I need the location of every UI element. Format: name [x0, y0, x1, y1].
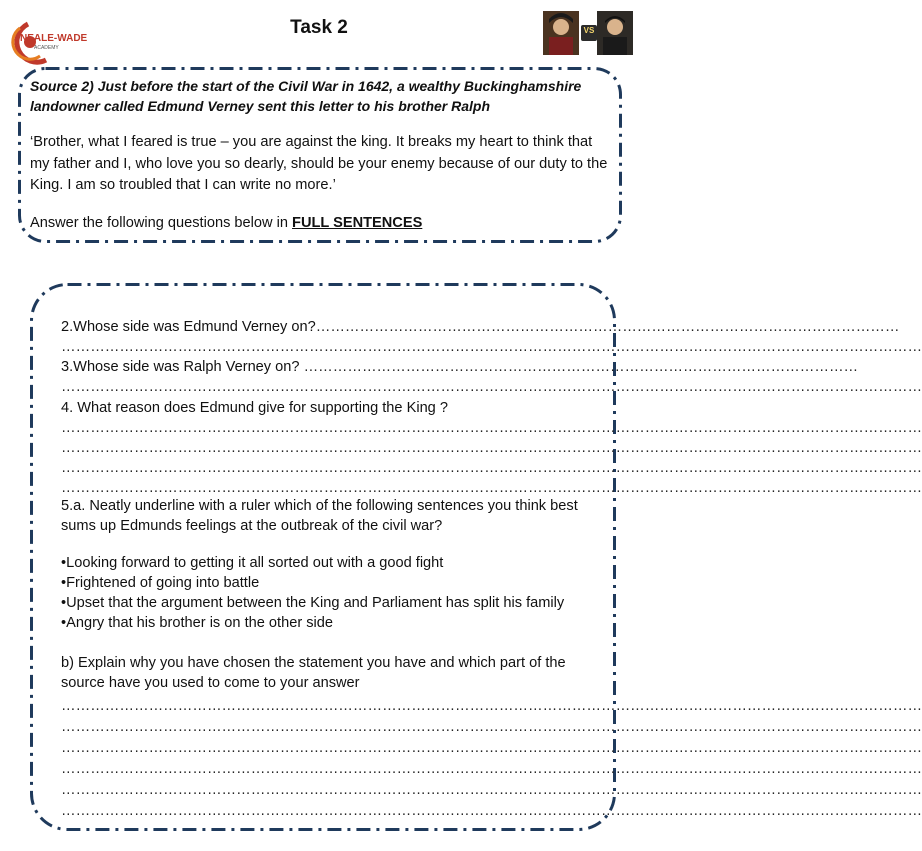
- option-4[interactable]: •Angry that his brother is on the other side: [61, 615, 334, 631]
- option-3[interactable]: •Upset that the argument between the King and Parliament has split his family: [61, 595, 565, 611]
- full-sentences-emphasis: FULL SENTENCES: [292, 215, 423, 231]
- answer-line[interactable]: ……………………………………………………………………………………………………………………………………………………………: [61, 440, 922, 456]
- question-3-text: 3.Whose side was Ralph Verney on?: [61, 359, 300, 375]
- instruction: [30, 213, 612, 233]
- question-4: 4. What reason does Edmund give for supporting the King ?: [61, 400, 448, 416]
- answer-line[interactable]: …………………………………………………………………………………………………………: [315, 319, 900, 335]
- source-box: [18, 67, 622, 243]
- answer-line[interactable]: ……………………………………………………………………………………………………………………………………………………………: [61, 740, 922, 756]
- king-vs-parliament-image: [543, 11, 633, 55]
- logo-text: NEALE-WADE: [20, 33, 88, 44]
- page-title: Task 2: [290, 17, 348, 38]
- question-2-text: 2.Whose side was Edmund Verney on?: [61, 319, 316, 335]
- option-1[interactable]: •Looking forward to getting it all sorted out with a good fight: [61, 555, 444, 571]
- answer-line[interactable]: ……………………………………………………………………………………………………………………………………………………………: [61, 803, 922, 819]
- option-2[interactable]: •Frightened of going into battle: [61, 575, 260, 591]
- answer-line[interactable]: ……………………………………………………………………………………………………………………………………………………………: [61, 761, 922, 777]
- question-5b: b) Explain why you have chosen the statement you have and which part of the source have you used to come to your answer: [61, 655, 566, 691]
- answer-line[interactable]: ……………………………………………………………………………………………………………………………………………………………: [61, 698, 922, 714]
- answer-line[interactable]: ……………………………………………………………………………………………………………………………………………………………: [61, 782, 922, 798]
- answer-line[interactable]: ……………………………………………………………………………………………………………………………………………………………: [61, 460, 922, 476]
- answer-line[interactable]: ……………………………………………………………………………………………………………………………………………………………: [61, 719, 922, 735]
- questions-box: [30, 283, 922, 831]
- source-heading: Source 2) Just before the start of the Civil War in 1642, a wealthy Buckinghamshire landowner called Edmund Verney sent this letter to his brother Ralph: [30, 78, 582, 114]
- answer-line[interactable]: ……………………………………………………………………………………………………………………………………………………………: [61, 379, 922, 395]
- vs-label: VS: [583, 26, 595, 35]
- answer-line[interactable]: ……………………………………………………………………………………………………: [299, 359, 859, 375]
- source-quote: ‘Brother, what I feared is true – you are against the king. It breaks my heart to think that my father and I, who love you so dearly, should be your enemy because of our duty to the King. I am so troubled that I can write no more.’: [30, 134, 608, 193]
- question-5a: 5.a. Neatly underline with a ruler which of the following sentences you think best sums up Edmunds feelings at the outbreak of the civil war?: [61, 498, 578, 534]
- answer-line[interactable]: ……………………………………………………………………………………………………………………………………………………………: [61, 339, 922, 355]
- instruction-text: Answer the following questions below in: [30, 215, 293, 231]
- answer-line[interactable]: ……………………………………………………………………………………………………………………………………………………………: [61, 420, 922, 436]
- question-3: [61, 357, 859, 377]
- logo-subtext: ACADEMY: [34, 45, 59, 51]
- answer-line[interactable]: ……………………………………………………………………………………………………………………………………………………………: [61, 480, 922, 496]
- question-2: [61, 317, 900, 337]
